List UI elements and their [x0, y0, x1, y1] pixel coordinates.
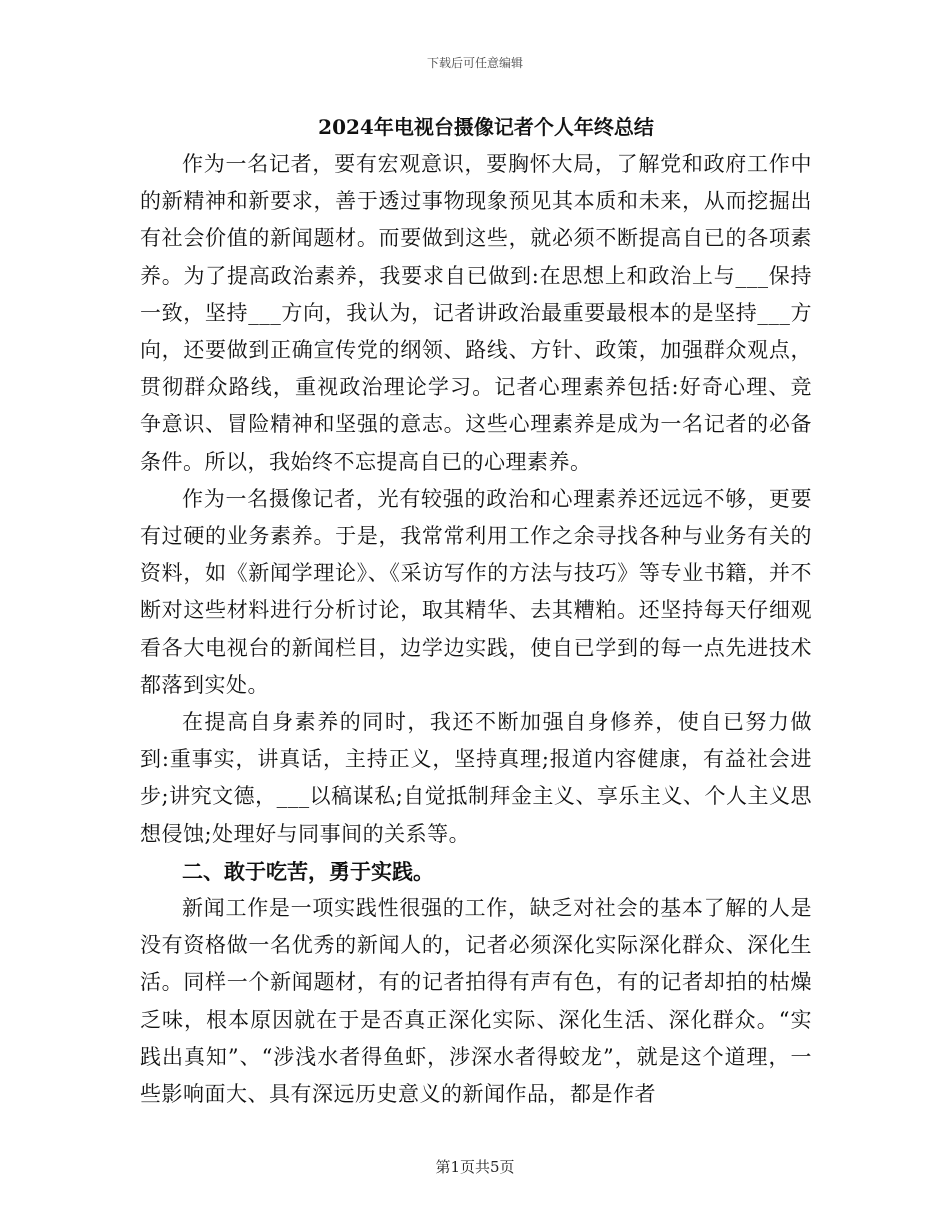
paragraph-1: 作为一名记者，要有宏观意识，要胸怀大局，了解党和政府工作中的新精神和新要求，善于透过事物现象预见其本质和未来，从而挖掘出有社会价值的新闻题材。而要做到这些，就必须不断提高自已的各项素养。为了提高政治素养，我要求自已做到:在思想上和政治上与___保持一致，坚持___方向，我认为，记者讲政治最重要最根本的是坚持___方向，还要做到正确宣传党的纲领、路线、方针、政策，加强群众观点，贯彻群众路线，重视政治理论学习。记者心理素养包括:好奇心理、竞争意识、冒险精神和坚强的意志。这些心理素养是成为一名记者的必备条件。所以，我始终不忘提高自已的心理素养。: [140, 152, 812, 474]
document-body: [140, 108, 812, 1113]
paragraph-2: 作为一名摄像记者，光有较强的政治和心理素养还远远不够，更要有过硬的业务素养。于是，我常常利用工作之余寻找各种与业务有关的资料，如《新闻学理论》、《采访写作的方法与技巧》等专业书籍，并不断对这些材料进行分析讨论，取其精华、去其糟粕。还坚持每天仔细观看各大电视台的新闻栏目，边学边实践，使自已学到的每一点先进技术都落到实处。: [140, 486, 812, 697]
header-note: 下载后可任意编辑: [426, 56, 523, 70]
section-heading-2: 二、敢于吃苦，勇于实践。: [182, 858, 434, 884]
section-2-paragraph: 新闻工作是一项实践性很强的工作，缺乏对社会的基本了解的人是没有资格做一名优秀的新闻人的，记者必须深化实际深化群众、深化生活。同样一个新闻题材，有的记者拍得有声有色，有的记者却拍的枯燥乏味，根本原因就在于是否真正深化实际、深化生活、深化群众。“实践出真知”、“涉浅水者得鱼虾，涉深水者得蛟龙”，就是这个道理，一些影响面大、具有深远历史意义的新闻作品，都是作者: [140, 896, 812, 1107]
document-title: 2024年电视台摄像记者个人年终总结: [318, 115, 654, 139]
paragraph-3: 在提高自身素养的同时，我还不断加强自身修养，使自已努力做到:重事实，讲真话，主持正义，坚持真理;报道内容健康，有益社会进步;讲究文德，___以稿谋私;自觉抵制拜金主义、享乐主义、个人主义思想侵蚀;处理好与同事间的关系等。: [140, 710, 812, 846]
page-indicator: 第1页共5页: [435, 1158, 515, 1176]
